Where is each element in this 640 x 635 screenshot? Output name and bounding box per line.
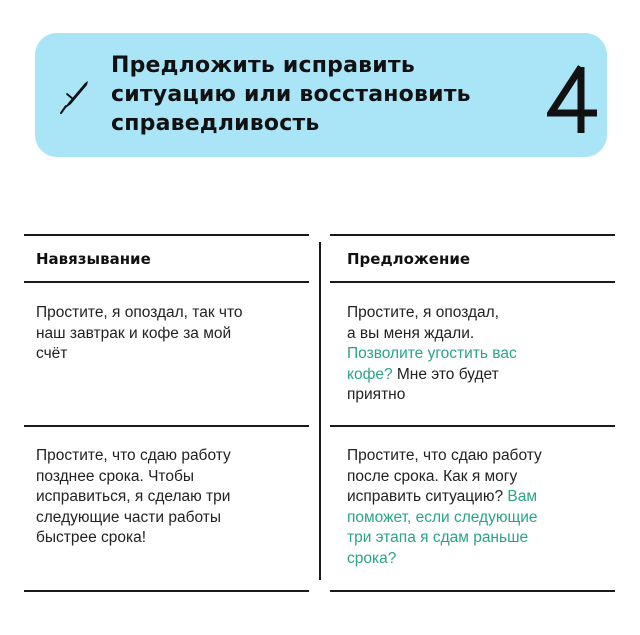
banner-title-line: справедливость [111, 111, 320, 136]
step-number [547, 63, 599, 135]
row2-offer-text [347, 446, 607, 569]
row2-imposing-text: Простите, что сдаю работу позднее срока. Чтобы исправиться, я сделаю три следующие части работы быстрее срока! [36, 447, 231, 546]
bottom-rule-left [24, 590, 309, 592]
banner-title [111, 51, 531, 138]
banner-title-line: ситуацию или восстановить [111, 82, 471, 107]
row-rule-left [24, 425, 309, 427]
row1-offer-plain: Простите, я опоздал, а вы меня ждали. [347, 304, 499, 342]
row2-offer-accent: Вам поможет, если следующие три этапа я сдам раньше срока? [347, 488, 538, 567]
column-divider [319, 242, 321, 580]
row1-offer-tail: Мне это будет приятно [347, 365, 499, 403]
header-rule-right [330, 281, 615, 283]
header-rule-left [24, 281, 309, 283]
row-rule-right [330, 425, 615, 427]
pen-icon [57, 75, 93, 115]
row2-offer-plain: Простите, что сдаю работу после срока. Как я могу исправить ситуацию? [347, 447, 542, 505]
step-number-label: 4 [547, 63, 548, 64]
column-header-left: Навязывание [36, 250, 151, 268]
column-header-right: Предложение [347, 250, 471, 268]
banner-title-line: Предложить исправить [111, 53, 415, 78]
row1-offer-accent: Позволите угостить вас кофе? [347, 345, 517, 383]
table-top-rule-left [24, 234, 309, 236]
row1-offer-text [347, 303, 607, 406]
header-banner [35, 33, 607, 157]
bottom-rule-right [330, 590, 615, 592]
table-top-rule-right [330, 234, 615, 236]
row1-imposing-text: Простите, я опоздал, так что наш завтрак и кофе за мой счёт [36, 304, 243, 362]
